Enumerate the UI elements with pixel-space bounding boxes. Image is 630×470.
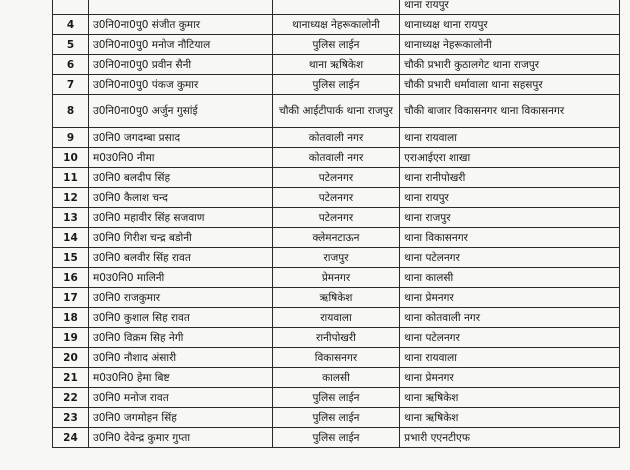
officer-name-cell: उ0नि0 देवेन्द्र कुमार गुप्ता: [88, 428, 272, 448]
table-row: [53, 328, 620, 348]
current-posting-cell: प्रेमनगर: [272, 268, 399, 288]
current-posting-cell: पटेलनगर: [272, 168, 399, 188]
current-posting-cell: पुलिस लाईन: [272, 75, 399, 95]
new-posting-cell: थाना रायपुर: [400, 0, 620, 15]
officer-name-cell: उ0नि0 कैलाश चन्द: [88, 188, 272, 208]
current-posting-cell: राजपुर: [272, 248, 399, 268]
current-posting-cell: कोतवाली नगर: [272, 148, 399, 168]
officer-name-cell: उ0नि0 विक्रम सिह नेगी: [88, 328, 272, 348]
serial-number-cell: 6: [53, 55, 89, 75]
officer-name-cell: उ0नि0 नौशाद अंसारी: [88, 348, 272, 368]
officer-name-cell: उ0नि0ना0पु0 प्रवीन सैनी: [88, 55, 272, 75]
new-posting-cell: थाना पटेलनगर: [400, 328, 620, 348]
current-posting-cell: पटेलनगर: [272, 188, 399, 208]
officer-name-cell: उ0नि0 गिरीश चन्द्र बडोनी: [88, 228, 272, 248]
current-posting-cell: रानीपोखरी: [272, 328, 399, 348]
current-posting-cell: [272, 0, 399, 15]
new-posting-cell: थाना कोतवाली नगर: [400, 308, 620, 328]
new-posting-cell: एराआईएरा शाखा: [400, 148, 620, 168]
officer-name-cell: उ0नि0ना0पु0 अर्जुन गुसांई: [88, 95, 272, 128]
table-row: [53, 348, 620, 368]
current-posting-cell: थानाध्यक्ष नेहरूकालोनी: [272, 15, 399, 35]
new-posting-cell: थानाध्यक्ष नेहरूकालोनी: [400, 35, 620, 55]
officer-name-cell: उ0नि0 बलदीप सिंह: [88, 168, 272, 188]
current-posting-cell: पुलिस लाईन: [272, 408, 399, 428]
table-row: [53, 188, 620, 208]
new-posting-cell: थाना रायवाला: [400, 348, 620, 368]
serial-number-cell: 16: [53, 268, 89, 288]
new-posting-cell: चौकी बाजार विकासनगर थाना विकासनगर: [400, 95, 620, 128]
serial-number-cell: 21: [53, 368, 89, 388]
new-posting-cell: थाना ऋषिकेश: [400, 388, 620, 408]
serial-number-cell: 5: [53, 35, 89, 55]
serial-number-cell: 9: [53, 128, 89, 148]
current-posting-cell: रायवाला: [272, 308, 399, 328]
current-posting-cell: पुलिस लाईन: [272, 35, 399, 55]
table-row: [53, 388, 620, 408]
officer-name-cell: उ0नि0 महावीर सिंह सजवाण: [88, 208, 272, 228]
current-posting-cell: कालसी: [272, 368, 399, 388]
transfer-table: [52, 0, 620, 448]
table-row: [53, 208, 620, 228]
table-row: [53, 0, 620, 15]
serial-number-cell: 17: [53, 288, 89, 308]
serial-number-cell: 12: [53, 188, 89, 208]
table-row: [53, 308, 620, 328]
officer-name-cell: म0उ0नि0 हेमा बिष्ट: [88, 368, 272, 388]
officer-name-cell: उ0नि0 जगमोहन सिंह: [88, 408, 272, 428]
new-posting-cell: थाना रानीपोखरी: [400, 168, 620, 188]
new-posting-cell: थाना ऋषिकेश: [400, 408, 620, 428]
table-row: [53, 428, 620, 448]
current-posting-cell: क्लेमनटाऊन: [272, 228, 399, 248]
current-posting-cell: पुलिस लाईन: [272, 388, 399, 408]
new-posting-cell: थाना पटेलनगर: [400, 248, 620, 268]
officer-name-cell: उ0नि0ना0पु0 संजीत कुमार: [88, 15, 272, 35]
serial-number-cell: 13: [53, 208, 89, 228]
current-posting-cell: चौकी आईटीपार्क थाना राजपुर: [272, 95, 399, 128]
officer-name-cell: उ0नि0 राजकुमार: [88, 288, 272, 308]
current-posting-cell: कोतवाली नगर: [272, 128, 399, 148]
serial-number-cell: 15: [53, 248, 89, 268]
table-row: [53, 75, 620, 95]
current-posting-cell: ऋषिकेश: [272, 288, 399, 308]
new-posting-cell: थानाध्यक्ष थाना रायपुर: [400, 15, 620, 35]
table-row: [53, 128, 620, 148]
table-row: [53, 55, 620, 75]
officer-name-cell: उ0नि0 बलवीर सिंह रावत: [88, 248, 272, 268]
serial-number-cell: 4: [53, 15, 89, 35]
serial-number-cell: 24: [53, 428, 89, 448]
officer-name-cell: उ0नि0 कुशाल सिह रावत: [88, 308, 272, 328]
current-posting-cell: थाना ऋषिकेश: [272, 55, 399, 75]
current-posting-cell: पुलिस लाईन: [272, 428, 399, 448]
new-posting-cell: चौकी प्रभारी कुठालगेट थाना राजपुर: [400, 55, 620, 75]
officer-name-cell: [88, 0, 272, 15]
officer-name-cell: उ0नि0 जगदम्बा प्रसाद: [88, 128, 272, 148]
current-posting-cell: पटेलनगर: [272, 208, 399, 228]
table-row: [53, 15, 620, 35]
serial-number-cell: 10: [53, 148, 89, 168]
new-posting-cell: थाना प्रेमनगर: [400, 368, 620, 388]
officer-name-cell: उ0नि0 मनोज रावत: [88, 388, 272, 408]
table-row: [53, 168, 620, 188]
serial-number-cell: 18: [53, 308, 89, 328]
officer-name-cell: उ0नि0ना0पु0 मनोज नौटियाल: [88, 35, 272, 55]
serial-number-cell: 8: [53, 95, 89, 128]
new-posting-cell: थाना कालसी: [400, 268, 620, 288]
table-row: [53, 228, 620, 248]
serial-number-cell: 19: [53, 328, 89, 348]
new-posting-cell: चौकी प्रभारी धर्मावाला थाना सहसपुर: [400, 75, 620, 95]
serial-number-cell: [53, 0, 89, 15]
table-row: [53, 288, 620, 308]
new-posting-cell: प्रभारी एएनटीएफ: [400, 428, 620, 448]
serial-number-cell: 20: [53, 348, 89, 368]
officer-name-cell: म0उ0नि0 नीमा: [88, 148, 272, 168]
new-posting-cell: थाना रायपुर: [400, 188, 620, 208]
new-posting-cell: थाना विकासनगर: [400, 228, 620, 248]
serial-number-cell: 11: [53, 168, 89, 188]
new-posting-cell: थाना रायवाला: [400, 128, 620, 148]
table-body: [53, 0, 620, 448]
serial-number-cell: 23: [53, 408, 89, 428]
table-row: [53, 148, 620, 168]
table-row: [53, 368, 620, 388]
officer-name-cell: उ0नि0ना0पु0 पंकज कुमार: [88, 75, 272, 95]
serial-number-cell: 22: [53, 388, 89, 408]
serial-number-cell: 7: [53, 75, 89, 95]
current-posting-cell: विकासनगर: [272, 348, 399, 368]
officer-name-cell: म0उ0नि0 मालिनी: [88, 268, 272, 288]
table-row: [53, 408, 620, 428]
table-row: [53, 248, 620, 268]
table-row: [53, 35, 620, 55]
table-row: [53, 268, 620, 288]
new-posting-cell: थाना प्रेमनगर: [400, 288, 620, 308]
new-posting-cell: थाना राजपुर: [400, 208, 620, 228]
table-row: [53, 95, 620, 128]
serial-number-cell: 14: [53, 228, 89, 248]
